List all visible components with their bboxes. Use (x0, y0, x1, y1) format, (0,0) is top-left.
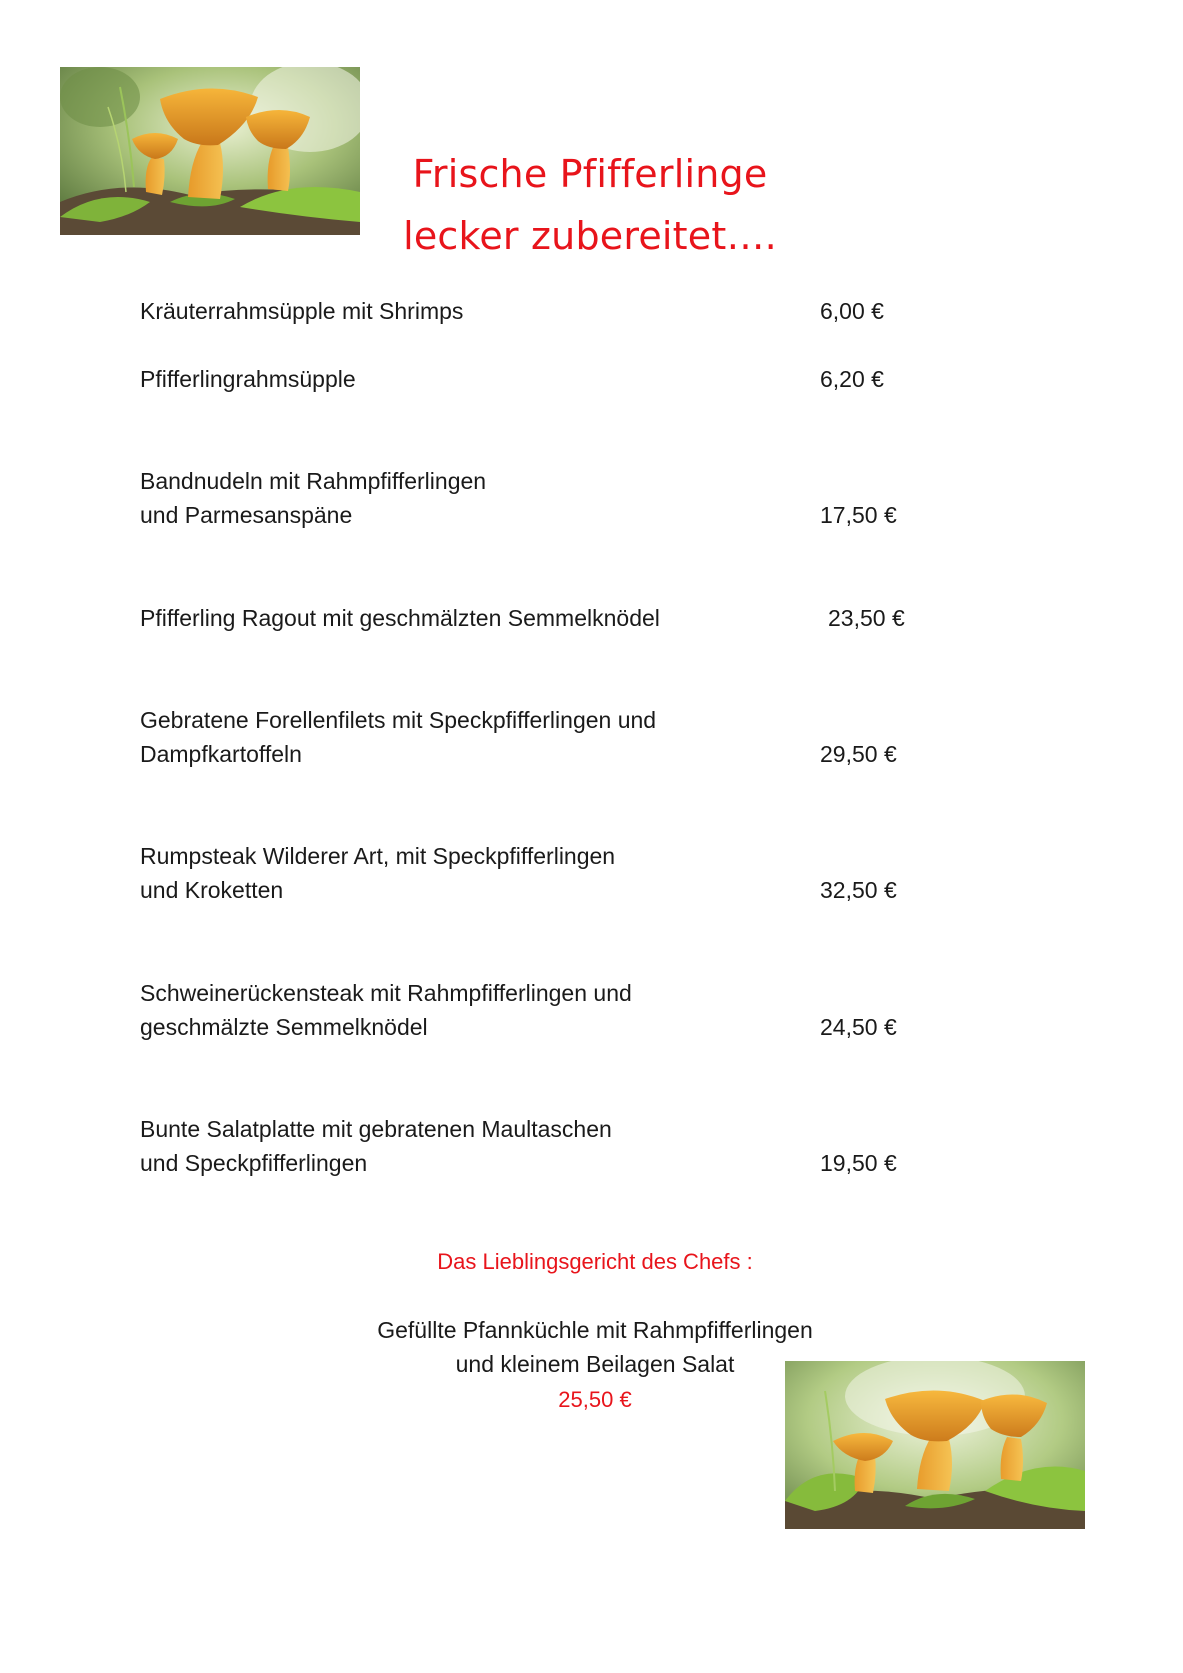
menu-item-name-line2: und Kroketten (140, 877, 284, 903)
chanterelle-photo-bottom (785, 1361, 1085, 1529)
menu-item-name-line1: Bunte Salatplatte mit gebratenen Maultaschen (140, 1116, 612, 1142)
menu-item-name (140, 601, 780, 635)
menu-item-price: 32,50 € (820, 877, 897, 903)
menu-item (140, 839, 940, 919)
menu-item-price: 24,50 € (820, 1014, 897, 1040)
menu-item-price: 29,50 € (820, 741, 897, 767)
menu-item-name-line1: Pfifferlingrahmsüpple (140, 366, 356, 392)
menu-item (140, 703, 940, 783)
menu-item-name-line1: Rumpsteak Wilderer Art, mit Speckpfifferlingen (140, 843, 616, 869)
chanterelle-photo-top (60, 67, 360, 235)
menu-item (140, 601, 940, 681)
menu-item-name-line1: Kräuterrahmsüpple mit Shrimps (140, 298, 464, 324)
menu-item-name (140, 464, 780, 532)
menu-item-price: 23,50 € (828, 605, 905, 631)
menu-item (140, 362, 940, 442)
menu-item-name-line2: Dampfkartoffeln (140, 741, 302, 767)
chanterelle-mushroom-photo-icon (60, 67, 360, 235)
menu-item-name-line1: Schweinerückensteak mit Rahmpfifferlingen und (140, 980, 632, 1006)
menu-item-name (140, 976, 780, 1044)
menu-title-line1: Frische Pfifferlinge (412, 152, 768, 196)
menu-item-price: 19,50 € (820, 1150, 897, 1176)
chef-dish-line1: Gefüllte Pfannküchle mit Rahmpfifferlingen (377, 1317, 813, 1343)
menu-item-name (140, 703, 780, 771)
chanterelle-mushroom-photo-icon (785, 1361, 1085, 1529)
menu-item-name (140, 362, 780, 396)
menu-item (140, 976, 940, 1056)
menu-item-name-line1: Pfifferling Ragout mit geschmälzten Semmelknödel (140, 605, 660, 631)
menu-item-name (140, 1112, 780, 1180)
menu-item-name-line2: und Parmesanspäne (140, 502, 353, 528)
menu-item (140, 464, 940, 544)
menu-item-name (140, 839, 780, 907)
menu-item-price: 6,00 € (820, 298, 884, 324)
menu-item-name-line2: geschmälzte Semmelknödel (140, 1014, 428, 1040)
chef-favorite-price: 25,50 € (558, 1387, 632, 1412)
menu-item-name-line2: und Speckpfifferlingen (140, 1150, 368, 1176)
menu-item-name-line1: Gebratene Forellenfilets mit Speckpfifferlingen und (140, 707, 657, 733)
menu-item-price: 6,20 € (820, 366, 884, 392)
chef-favorite-heading: Das Lieblingsgericht des Chefs : (437, 1249, 753, 1274)
menu-item-price: 17,50 € (820, 502, 897, 528)
menu-item-name-line1: Bandnudeln mit Rahmpfifferlingen (140, 468, 487, 494)
menu-item-name (140, 294, 780, 328)
menu-item (140, 1112, 940, 1192)
chef-dish-line2: und kleinem Beilagen Salat (455, 1351, 735, 1377)
menu-title-line2: lecker zubereitet…. (403, 214, 777, 258)
menu-title (350, 143, 830, 267)
